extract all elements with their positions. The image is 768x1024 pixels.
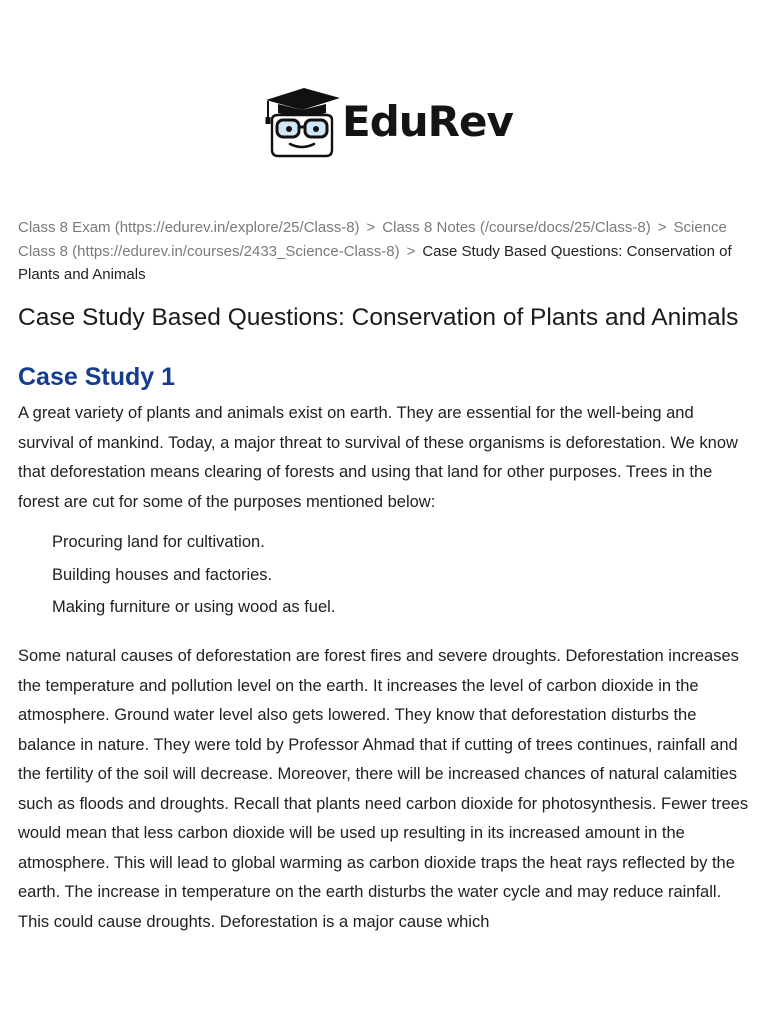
section-heading: Case Study 1 [18,363,176,391]
case-study-paragraph-1: A great variety of plants and animals exist on earth. They are essential for the well-being and survival of mankind. Today, a major threat to survival of these organisms is deforestation. We know that deforestation means clearing of forests and using that land for other purposes. Trees in the forest are cut for some of the purposes mentioned below: [18,404,738,511]
breadcrumb-link-class8-notes[interactable]: Class 8 Notes (/course/docs/25/Class-8) [382,219,651,236]
list-item: Making furniture or using wood as fuel. [52,598,336,617]
breadcrumb-separator: > [657,219,667,236]
breadcrumb [18,216,748,287]
list-item: Procuring land for cultivation. [52,533,265,551]
logo-text: EduRev [342,97,513,146]
page-title: Case Study Based Questions: Conservation of Plants and Animals [18,304,739,331]
list-item: Building houses and factories. [52,565,273,584]
purposes-list [52,529,335,627]
breadcrumb-link-science-class8[interactable]: Science Class 8 (https://edurev.in/courses/2433_Science-Class-8) [18,219,727,260]
breadcrumb-separator: > [406,242,416,260]
edurev-logo[interactable] [240,72,532,172]
breadcrumb-current: Case Study Based Questions: Conservation of Plants and Animals [18,242,732,283]
breadcrumb-link-class8-exam[interactable]: Class 8 Exam (https://edurev.in/explore/25/Class-8) [18,219,360,236]
breadcrumb-separator: > [366,219,376,236]
case-study-paragraph-2: Some natural causes of deforestation are forest fires and severe droughts. Deforestation increases the temperature and pollution level on the earth. It increases the level of carbon dioxide in the atmosphere. Ground water level also gets lowered. They know that deforestation disturbs the balance in nature. They were told by Professor Ahmad that if cutting of trees continues, rainfall and the fertility of the soil will decrease. Moreover, there will be increased chances of natural calamities such as floods and droughts. Recall that plants need carbon dioxide for photosynthesis. Fewer trees would mean that less carbon dioxide will be used up resulting in its increased amount in the atmosphere. This will lead to global warming as carbon dioxide traps the heat rays reflected by the earth. The increase in temperature on the earth disturbs the water cycle and may reduce rainfall. This could cause droughts. Deforestation is a major cause which [18,647,749,931]
graduation-cap-face-icon [256,82,342,162]
